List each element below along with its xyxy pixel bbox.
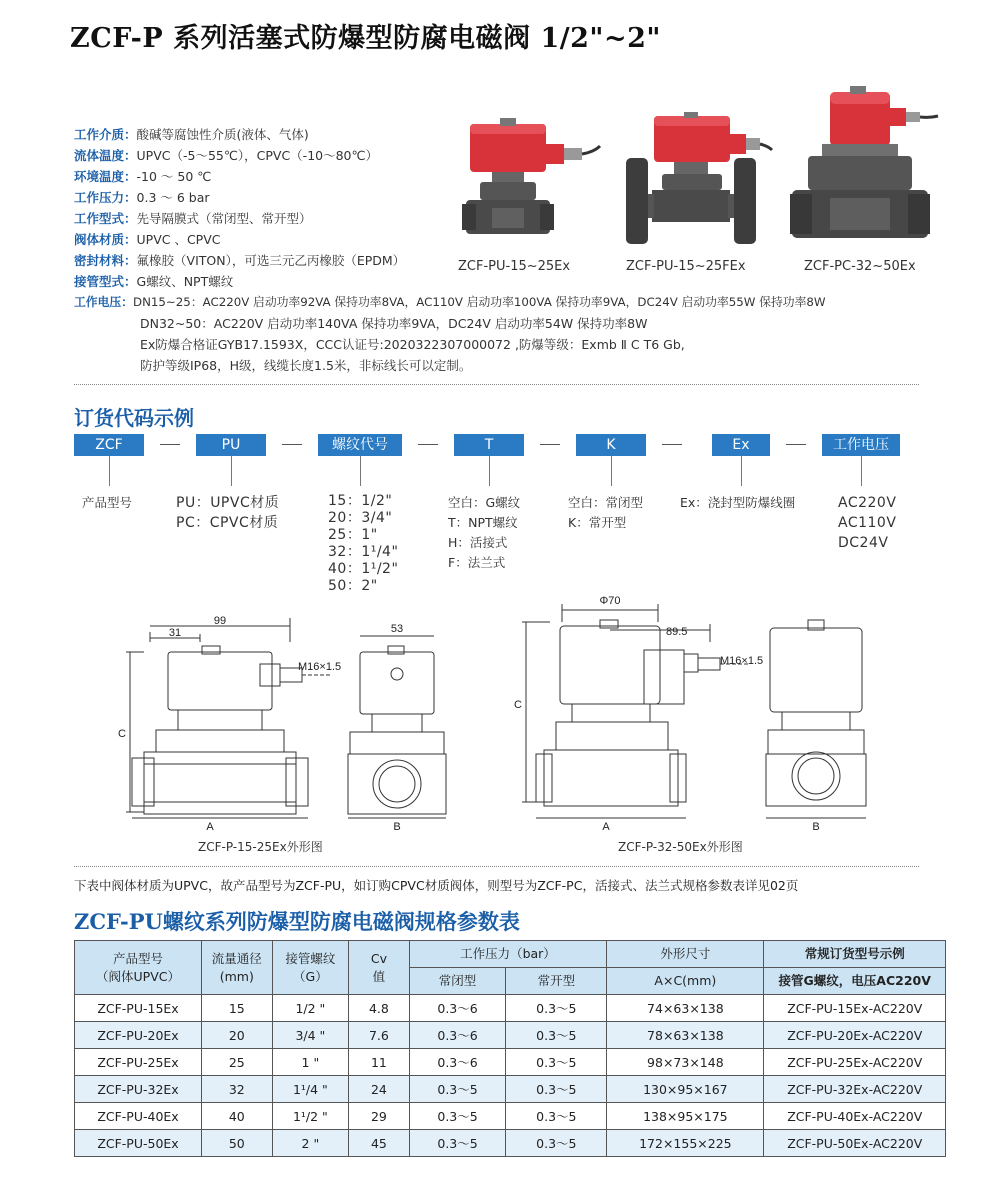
spec-value: G螺纹、NPT螺纹 bbox=[136, 274, 234, 289]
header-text: （G） bbox=[293, 968, 328, 984]
cell-order: ZCF-PU-40Ex-AC220V bbox=[764, 1103, 946, 1130]
col-header-cv bbox=[349, 941, 409, 995]
header-text: 产品型号 bbox=[113, 950, 164, 966]
dim-label: 89.5 bbox=[666, 626, 688, 638]
product-photo-pu-15-25ex bbox=[462, 116, 602, 252]
cell-size: 172×155×225 bbox=[607, 1130, 764, 1157]
spec-table bbox=[74, 940, 946, 1157]
code-tick bbox=[489, 456, 490, 486]
cell-nc: 0.3～6 bbox=[409, 1049, 506, 1076]
header-text: （阀体UPVC） bbox=[96, 968, 180, 984]
cell-model: ZCF-PU-20Ex bbox=[75, 1022, 202, 1049]
option-text: 25：1" bbox=[328, 527, 378, 543]
product-photo-label: ZCF-PU-15~25Ex bbox=[458, 259, 571, 274]
spec-label: 工作型式： bbox=[74, 211, 137, 226]
cell-no: 0.3～5 bbox=[506, 1022, 607, 1049]
cell-nc: 0.3～5 bbox=[409, 1130, 506, 1157]
spec-row bbox=[74, 292, 974, 313]
spec-value: UPVC 、CPVC bbox=[136, 232, 221, 247]
cell-cv: 4.8 bbox=[349, 995, 409, 1022]
dim-label: M16×1.5 bbox=[720, 655, 764, 667]
spec-row bbox=[74, 271, 974, 292]
code-option-material bbox=[176, 493, 279, 533]
code-tick bbox=[611, 456, 612, 486]
cell-thread: 2 " bbox=[272, 1130, 349, 1157]
spec-label: 工作介质： bbox=[74, 127, 137, 142]
option-text: F：法兰式 bbox=[448, 555, 506, 570]
dim-label: A bbox=[602, 821, 610, 832]
cell-nc: 0.3～6 bbox=[409, 1022, 506, 1049]
spec-continuation: 防护等级IP68，H级，线缆长度1.5米，非标线长可以定制。 bbox=[140, 358, 472, 373]
option-text: PC：CPVC材质 bbox=[176, 515, 279, 531]
cell-thread: 3/4 " bbox=[272, 1022, 349, 1049]
cell-dn: 15 bbox=[202, 995, 273, 1022]
header-text: (mm) bbox=[219, 968, 254, 984]
code-tick bbox=[861, 456, 862, 486]
option-text: AC220V bbox=[838, 495, 897, 511]
code-box-zcf: ZCF bbox=[74, 434, 144, 456]
cell-nc: 0.3～5 bbox=[409, 1076, 506, 1103]
spec-label: 工作电压： bbox=[74, 295, 133, 309]
product-photo-label: ZCF-PC-32~50Ex bbox=[804, 259, 916, 274]
col-header-size: 外形尺寸 bbox=[607, 941, 764, 968]
header-text: 值 bbox=[372, 968, 386, 984]
cell-dn: 50 bbox=[202, 1130, 273, 1157]
cell-model: ZCF-PU-40Ex bbox=[75, 1103, 202, 1130]
spec-continuation: DN32~50：AC220V 启动功率140VA 保持功率9VA，DC24V 启动功率54W 保持功率8W bbox=[140, 316, 648, 331]
option-text: T：NPT螺纹 bbox=[448, 515, 518, 530]
option-text: 50：2" bbox=[328, 578, 378, 594]
cell-dn: 40 bbox=[202, 1103, 273, 1130]
cell-no: 0.3～5 bbox=[506, 995, 607, 1022]
cell-no: 0.3～5 bbox=[506, 1049, 607, 1076]
cell-size: 74×63×138 bbox=[607, 995, 764, 1022]
cell-no: 0.3～5 bbox=[506, 1103, 607, 1130]
spec-label: 接管型式： bbox=[74, 274, 137, 289]
cell-order: ZCF-PU-15Ex-AC220V bbox=[764, 995, 946, 1022]
header-text: Cv bbox=[370, 950, 387, 966]
cell-model: ZCF-PU-50Ex bbox=[75, 1130, 202, 1157]
option-text: 40：1¹/2" bbox=[328, 561, 399, 577]
cell-cv: 11 bbox=[349, 1049, 409, 1076]
option-text: PU：UPVC材质 bbox=[176, 495, 280, 511]
option-text: 产品型号 bbox=[82, 495, 133, 510]
code-tick bbox=[360, 456, 361, 486]
code-dash bbox=[786, 444, 806, 445]
table-row bbox=[75, 1049, 946, 1076]
cell-size: 98×73×148 bbox=[607, 1049, 764, 1076]
cell-order: ZCF-PU-50Ex-AC220V bbox=[764, 1130, 946, 1157]
cell-cv: 7.6 bbox=[349, 1022, 409, 1049]
col-header-order: 常规订货型号示例 bbox=[764, 941, 946, 968]
dim-label: C bbox=[514, 699, 522, 711]
code-box-voltage: 工作电压 bbox=[822, 434, 900, 456]
cell-dn: 25 bbox=[202, 1049, 273, 1076]
code-option-voltage bbox=[838, 493, 896, 553]
option-text: AC110V bbox=[838, 515, 897, 531]
code-box-type: K bbox=[576, 434, 646, 456]
option-text: 20：3/4" bbox=[328, 510, 393, 526]
cell-no: 0.3～5 bbox=[506, 1130, 607, 1157]
cell-cv: 45 bbox=[349, 1130, 409, 1157]
table-title: ZCF-PU螺纹系列防爆型防腐电磁阀规格参数表 bbox=[74, 909, 520, 934]
col-header-dn bbox=[202, 941, 273, 995]
dim-label: Φ70 bbox=[599, 595, 621, 607]
outline-drawing-15-25 bbox=[110, 612, 450, 832]
code-box-connection: T bbox=[454, 434, 524, 456]
col-header-pressure: 工作压力（bar） bbox=[409, 941, 607, 968]
option-text: H：活接式 bbox=[448, 535, 508, 550]
code-box-ex: Ex bbox=[712, 434, 770, 456]
drawing-caption: ZCF-P-32-50Ex外形图 bbox=[618, 840, 743, 854]
cell-thread: 1/2 " bbox=[272, 995, 349, 1022]
cell-nc: 0.3～5 bbox=[409, 1103, 506, 1130]
cell-thread: 1¹/2 " bbox=[272, 1103, 349, 1130]
table-header-row bbox=[75, 941, 946, 968]
col-header-model bbox=[75, 941, 202, 995]
col-header-nc: 常闭型 bbox=[409, 968, 506, 995]
spec-label: 工作压力： bbox=[74, 190, 137, 205]
dim-label: 53 bbox=[390, 623, 404, 635]
spec-value: 先导隔膜式（常闭型、常开型） bbox=[136, 211, 312, 226]
code-option-ex bbox=[680, 493, 795, 513]
code-box-thread: 螺纹代号 bbox=[318, 434, 402, 456]
cell-order: ZCF-PU-20Ex-AC220V bbox=[764, 1022, 946, 1049]
option-text: DC24V bbox=[838, 535, 889, 551]
table-row bbox=[75, 995, 946, 1022]
spec-value: 酸碱等腐蚀性介质(液体、气体) bbox=[136, 127, 309, 142]
spec-label: 阀体材质： bbox=[74, 232, 137, 247]
spec-label: 密封材料： bbox=[74, 253, 137, 268]
cell-model: ZCF-PU-25Ex bbox=[75, 1049, 202, 1076]
table-row bbox=[75, 1130, 946, 1157]
cell-order: ZCF-PU-25Ex-AC220V bbox=[764, 1049, 946, 1076]
outline-drawing-32-50 bbox=[510, 592, 880, 832]
col-header-thread bbox=[272, 941, 349, 995]
product-photo-pc-32-50ex bbox=[790, 86, 940, 252]
spec-continuation: Ex防爆合格证GYB17.1593X，CCC认证号:2020322307000072 ,防爆等级：Exmb Ⅱ C T6 Gb, bbox=[140, 337, 685, 352]
code-dash bbox=[540, 444, 560, 445]
cell-thread: 1 " bbox=[272, 1049, 349, 1076]
code-dash bbox=[662, 444, 682, 445]
option-text: K：常开型 bbox=[568, 515, 627, 530]
code-tick bbox=[741, 456, 742, 486]
spec-value: DN15~25：AC220V 启动功率92VA 保持功率8VA，AC110V 启动功率100VA 保持功率9VA，DC24V 启动功率55W 保持功率8W bbox=[133, 295, 826, 309]
cell-nc: 0.3～6 bbox=[409, 995, 506, 1022]
cell-no: 0.3～5 bbox=[506, 1076, 607, 1103]
table-note: 下表中阀体材质为UPVC，故产品型号为ZCF-PU，如订购CPVC材质阀体，则型号为ZCF-PC，活接式、法兰式规格参数表详见02页 bbox=[74, 878, 799, 893]
cell-order: ZCF-PU-32Ex-AC220V bbox=[764, 1076, 946, 1103]
table-row bbox=[75, 1022, 946, 1049]
product-photo-label: ZCF-PU-15~25FEx bbox=[626, 259, 746, 274]
dim-label: 31 bbox=[168, 627, 182, 639]
code-option-thread bbox=[328, 493, 398, 595]
product-photo-pu-15-25fex bbox=[624, 112, 774, 252]
code-dash bbox=[418, 444, 438, 445]
cell-cv: 24 bbox=[349, 1076, 409, 1103]
option-text: Ex：浇封型防爆线圈 bbox=[680, 495, 796, 510]
header-text: 接管螺纹 bbox=[285, 950, 336, 966]
option-text: 空白：G螺纹 bbox=[448, 495, 521, 510]
spec-label: 流体温度： bbox=[74, 148, 137, 163]
col-header-size-sub: A×C(mm) bbox=[607, 968, 764, 995]
option-text: 空白：常闭型 bbox=[568, 495, 644, 510]
dim-label: A bbox=[206, 821, 214, 832]
page-title: ZCF-P 系列活塞式防爆型防腐电磁阀 1/2"~2" bbox=[70, 23, 661, 54]
code-dash bbox=[160, 444, 180, 445]
cell-dn: 20 bbox=[202, 1022, 273, 1049]
option-text: 15：1/2" bbox=[328, 493, 393, 509]
spec-value: 氟橡胶（VITON），可选三元乙丙橡胶（EPDM） bbox=[136, 253, 406, 268]
code-tick bbox=[231, 456, 232, 486]
drawing-caption: ZCF-P-15-25Ex外形图 bbox=[198, 840, 323, 854]
section-divider bbox=[74, 384, 919, 385]
table-row bbox=[75, 1103, 946, 1130]
code-tick bbox=[109, 456, 110, 486]
spec-value: -10 ～ 50 ℃ bbox=[136, 169, 212, 184]
spec-value: UPVC（-5～55℃），CPVC（-10～80℃） bbox=[136, 148, 379, 163]
code-box-material: PU bbox=[196, 434, 266, 456]
cell-cv: 29 bbox=[349, 1103, 409, 1130]
col-header-no: 常开型 bbox=[506, 968, 607, 995]
spec-value: 0.3 ～ 6 bar bbox=[136, 190, 210, 205]
code-dash bbox=[282, 444, 302, 445]
order-code-title: 订货代码示例 bbox=[74, 406, 194, 430]
cell-model: ZCF-PU-15Ex bbox=[75, 995, 202, 1022]
code-option-product bbox=[82, 493, 132, 513]
cell-size: 78×63×138 bbox=[607, 1022, 764, 1049]
section-divider bbox=[74, 866, 919, 867]
dim-label: B bbox=[393, 821, 401, 832]
dim-label: 99 bbox=[213, 615, 227, 627]
cell-model: ZCF-PU-32Ex bbox=[75, 1076, 202, 1103]
header-text: 流量通径 bbox=[211, 950, 262, 966]
col-header-order-sub: 接管G螺纹，电压AC220V bbox=[764, 968, 946, 995]
cell-thread: 1¹/4 " bbox=[272, 1076, 349, 1103]
code-option-type bbox=[568, 493, 643, 533]
cell-size: 138×95×175 bbox=[607, 1103, 764, 1130]
table-row bbox=[75, 1076, 946, 1103]
spec-label: 环境温度： bbox=[74, 169, 137, 184]
cell-dn: 32 bbox=[202, 1076, 273, 1103]
dim-label: M16×1.5 bbox=[298, 661, 342, 673]
code-option-connection bbox=[448, 493, 520, 573]
dim-label: B bbox=[812, 821, 820, 832]
cell-size: 130×95×167 bbox=[607, 1076, 764, 1103]
option-text: 32：1¹/4" bbox=[328, 544, 399, 560]
dim-label: C bbox=[118, 728, 126, 740]
